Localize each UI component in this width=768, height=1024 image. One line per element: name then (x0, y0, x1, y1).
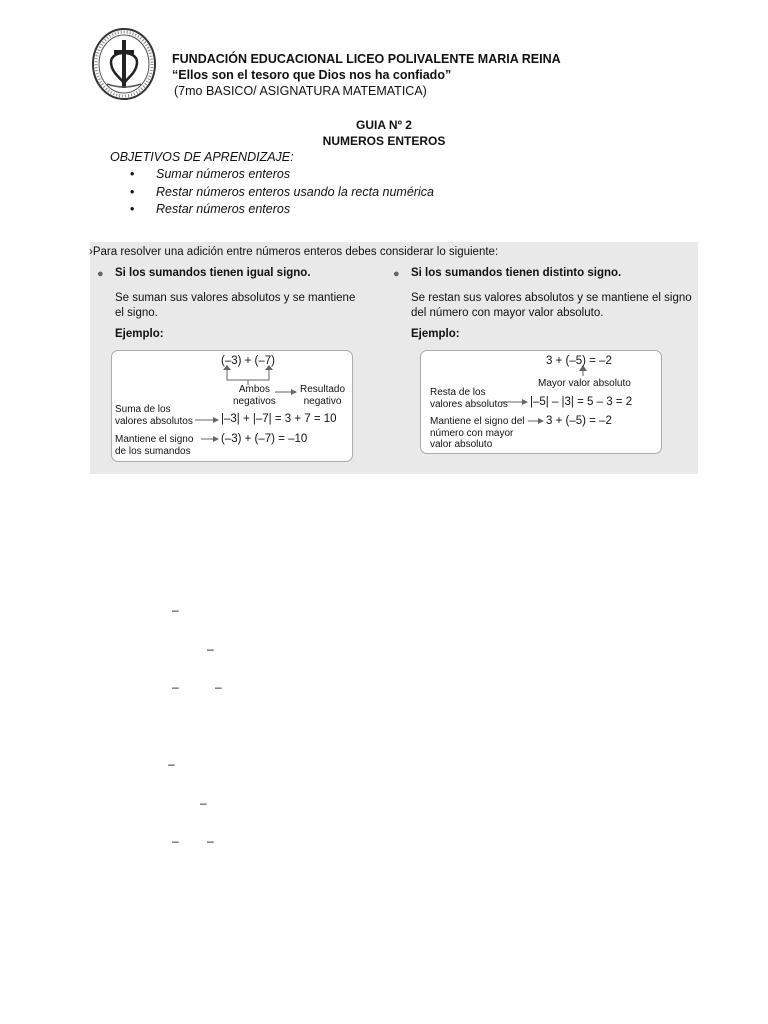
example-label: Ejemplo: (115, 328, 164, 340)
school-motto: “Ellos son el tesoro que Dios nos ha confiado” (172, 68, 452, 82)
bullet-icon: • (130, 167, 135, 181)
institution-name: FUNDACIÓN EDUCACIONAL LICEO POLIVALENTE MARIA REINA (172, 52, 561, 66)
bullet-icon: ● (393, 268, 400, 280)
panel-intro: ›Para resolver una adición entre números enteros debes considerar lo siguiente: (89, 246, 499, 258)
different-sign-text-1: Se restan sus valores absolutos y se mantiene el signo (411, 292, 692, 304)
different-sign-heading: Si los sumandos tienen distinto signo. (411, 267, 622, 279)
list-item (130, 166, 434, 184)
objective-text: Sumar números enteros (156, 167, 291, 181)
same-sign-top-equation: (–3) + (–7) (221, 355, 276, 367)
guide-number: GUIA Nº 2 (356, 118, 412, 132)
dash-mark: – (172, 603, 179, 617)
subtract-absolute-label: Resta de los valores absolutos (430, 387, 508, 410)
course-subject: (7mo BASICO/ ASIGNATURA MATEMATICA) (174, 84, 427, 98)
keep-greater-sign-label: Mantiene el signo del número con mayor valor absoluto (430, 416, 525, 450)
objective-text: Restar números enteros usando la recta numérica (156, 184, 434, 199)
same-sign-text-1: Se suman sus valores absolutos y se mantiene (115, 292, 356, 304)
sum-absolute-equation: |–3| + |–7| = 3 + 7 = 10 (221, 413, 337, 425)
objectives-list (130, 166, 434, 219)
dash-mark: – (168, 757, 175, 771)
dash-mark: – (172, 680, 179, 694)
bullet-icon: ● (97, 268, 104, 280)
example-label: Ejemplo: (411, 328, 460, 340)
same-sign-heading: Si los sumandos tienen igual signo. (115, 267, 311, 279)
keep-sign-equation: (–3) + (–7) = –10 (221, 433, 308, 445)
bullet-icon: • (130, 202, 135, 216)
dash-mark: – (207, 642, 214, 656)
dash-mark: – (207, 834, 214, 848)
objectives-title: OBJETIVOS DE APRENDIZAJE: (110, 150, 294, 164)
different-sign-top-equation: 3 + (–5) = –2 (546, 355, 612, 367)
sum-absolute-label: Suma de los valores absolutos (115, 404, 193, 427)
guide-topic: NUMEROS ENTEROS (322, 134, 446, 148)
list-item (130, 201, 434, 219)
chevron-right-icon: › (89, 246, 93, 258)
different-sign-text-2: del número con mayor valor absoluto. (411, 307, 604, 319)
both-negative-label: Ambos negativos (233, 384, 276, 407)
keep-greater-sign-equation: 3 + (–5) = –2 (546, 415, 612, 427)
dash-mark: – (200, 796, 207, 810)
list-item (130, 184, 434, 202)
bullet-icon: • (130, 184, 135, 199)
dash-mark: – (215, 680, 222, 694)
result-negative-label: Resultado negativo (300, 384, 346, 407)
dash-mark: – (172, 834, 179, 848)
greater-absolute-label: Mayor valor absoluto (538, 378, 631, 389)
objective-text: Restar números enteros (156, 202, 291, 216)
subtract-absolute-equation: |–5| – |3| = 5 – 3 = 2 (530, 396, 633, 408)
keep-sign-label: Mantiene el signo de los sumandos (115, 434, 194, 457)
school-logo (91, 26, 157, 102)
same-sign-text-2: el signo. (115, 307, 158, 319)
